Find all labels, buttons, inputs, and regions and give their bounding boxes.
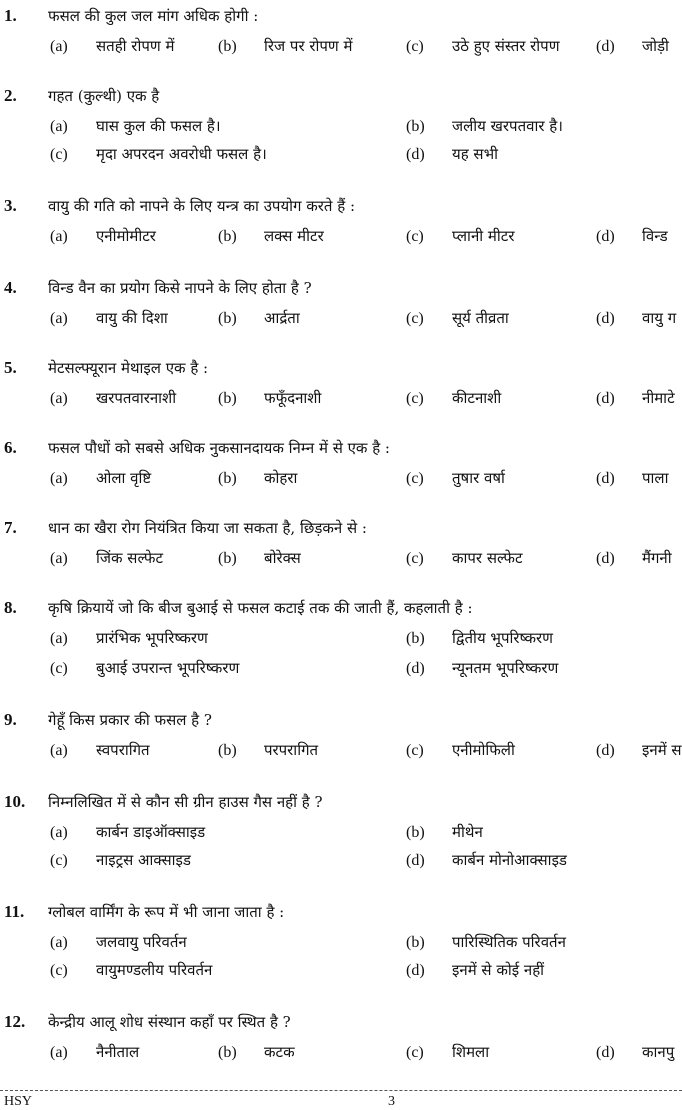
option-text: इनमें से कोई नहीं [452, 961, 545, 979]
option-label: (c) [50, 660, 68, 677]
option-c [406, 740, 515, 760]
question-text: फसल की कुल जल मांग अधिक होगी : [48, 7, 259, 25]
option-label: (a) [50, 742, 68, 759]
footer-divider [0, 1090, 682, 1091]
option-c [406, 388, 501, 408]
option-b [406, 822, 483, 842]
option-b [406, 628, 553, 648]
option-c [406, 226, 514, 246]
option-text: उठे हुए संस्तर रोपण [452, 37, 560, 55]
option-c [406, 308, 509, 328]
option-text: कीटनाशी [452, 389, 502, 407]
option-text: यह सभी [452, 145, 499, 163]
option-label: (c) [50, 962, 68, 979]
option-label: (d) [406, 146, 425, 163]
option-text: खरपतवारनाशी [96, 389, 177, 407]
option-text: मैंगनी [642, 549, 672, 567]
option-d [406, 960, 544, 980]
option-label: (c) [406, 470, 424, 487]
option-text: कार्बन डाइऑक्साइड [96, 823, 206, 841]
question-text: गहत (कुल्थी) एक है [48, 87, 160, 105]
option-d [406, 658, 558, 678]
question-number: 8. [4, 598, 17, 617]
option-text: कटक [264, 1043, 295, 1061]
option-text: कार्बन मोनोआक्साइड [452, 851, 567, 869]
option-a [50, 116, 221, 136]
option-label: (d) [596, 390, 615, 407]
question-number: 9. [4, 710, 17, 729]
option-text: जोड़ी [642, 37, 669, 55]
option-a [50, 226, 156, 246]
option-label: (c) [406, 390, 424, 407]
option-label: (b) [406, 824, 425, 841]
option-a [50, 388, 176, 408]
option-d [596, 308, 676, 328]
option-text: शिमला [452, 1043, 490, 1061]
option-text: लक्स मीटर [264, 227, 324, 245]
option-label: (b) [218, 1044, 237, 1061]
option-text: नाइट्रस आक्साइड [96, 851, 191, 869]
option-label: (a) [50, 470, 68, 487]
option-label: (c) [50, 852, 68, 869]
option-text: न्यूनतम भूपरिष्करण [452, 659, 559, 677]
page-number: 3 [388, 1094, 395, 1109]
option-label: (c) [406, 38, 424, 55]
option-c [50, 850, 191, 870]
option-a [50, 822, 205, 842]
option-label: (a) [50, 550, 68, 567]
option-text: जलीय खरपतवार है। [452, 117, 563, 135]
question-number: 12. [4, 1012, 26, 1031]
question-text: गेहूँ किस प्रकार की फसल है ? [48, 711, 212, 729]
option-d [596, 548, 672, 568]
question-text: कृषि क्रियायें जो कि बीज बुआई से फसल कटाई तक की जाती हैं, कहलाती है : [48, 599, 473, 617]
option-label: (d) [596, 1044, 615, 1061]
option-label: (d) [596, 228, 615, 245]
option-label: (c) [406, 310, 424, 327]
question-text: वायु की गति को नापने के लिए यन्त्र का उपयोग करते हैं : [48, 197, 356, 215]
option-text: पाला [642, 469, 669, 487]
option-d [596, 740, 682, 760]
question-number: 5. [4, 358, 17, 377]
question-number: 11. [4, 902, 25, 921]
option-label: (c) [406, 550, 424, 567]
option-b [218, 308, 300, 328]
question-text: निम्नलिखित में से कौन सी ग्रीन हाउस गैस नहीं है ? [48, 793, 323, 811]
option-b [218, 226, 324, 246]
option-d [596, 36, 669, 56]
booklet-code: HSY [4, 1094, 33, 1109]
option-text: बुआई उपरान्त भूपरिष्करण [96, 659, 240, 677]
question-number: 2. [4, 86, 17, 105]
option-label: (d) [406, 962, 425, 979]
option-b [218, 1042, 295, 1062]
option-text: नीमाटे [642, 389, 675, 407]
option-c [50, 658, 239, 678]
option-label: (d) [596, 310, 615, 327]
option-text: सतही रोपण में [96, 37, 175, 55]
option-label: (c) [406, 1044, 424, 1061]
option-text: प्रारंभिक भूपरिष्करण [96, 629, 208, 647]
option-d [596, 468, 668, 488]
option-text: फफूँदनाशी [264, 389, 322, 407]
option-label: (a) [50, 824, 68, 841]
option-label: (b) [218, 310, 237, 327]
option-c [406, 36, 560, 56]
option-text: वायुमण्डलीय परिवर्तन [96, 961, 213, 979]
option-a [50, 36, 174, 56]
option-label: (a) [50, 630, 68, 647]
option-label: (a) [50, 38, 68, 55]
option-d [596, 388, 675, 408]
question-number: 1. [4, 6, 17, 25]
option-text: तुषार वर्षा [452, 469, 505, 487]
option-label: (d) [406, 852, 425, 869]
option-label: (a) [50, 1044, 68, 1061]
option-text: रिज पर रोपण में [264, 37, 353, 55]
option-text: घास कुल की फसल है। [96, 117, 221, 135]
option-text: नैनीताल [96, 1043, 140, 1061]
option-label: (d) [596, 742, 615, 759]
option-label: (a) [50, 118, 68, 135]
option-label: (a) [50, 310, 68, 327]
option-text: जलवायु परिवर्तन [96, 933, 187, 951]
option-label: (c) [406, 228, 424, 245]
option-label: (d) [406, 660, 425, 677]
option-text: एनीमोमीटर [96, 227, 156, 245]
option-label: (b) [406, 934, 425, 951]
option-d [596, 226, 668, 246]
option-d [406, 144, 498, 164]
option-c [50, 144, 267, 164]
option-label: (a) [50, 228, 68, 245]
option-c [406, 468, 505, 488]
option-label: (b) [218, 742, 237, 759]
option-text: स्वपरागित [96, 741, 150, 759]
option-text: कानपु [642, 1043, 675, 1061]
option-text: प्लानी मीटर [452, 227, 515, 245]
option-text: कोहरा [264, 469, 298, 487]
option-text: वायु की दिशा [96, 309, 168, 327]
question-number: 3. [4, 196, 17, 215]
option-text: वायु ग [642, 309, 677, 327]
option-text: द्वितीय भूपरिष्करण [452, 629, 553, 647]
option-label: (b) [218, 228, 237, 245]
option-label: (b) [218, 390, 237, 407]
option-a [50, 468, 151, 488]
option-text: जिंक सल्फेट [96, 549, 164, 567]
option-text: आर्द्रता [264, 309, 300, 327]
option-a [50, 932, 187, 952]
option-label: (b) [218, 550, 237, 567]
option-b [218, 468, 297, 488]
option-d [406, 850, 567, 870]
option-label: (b) [218, 470, 237, 487]
option-text: बोरेक्स [264, 549, 301, 567]
option-b [218, 388, 321, 408]
option-label: (b) [406, 118, 425, 135]
option-text: पारिस्थितिक परिवर्तन [452, 933, 566, 951]
option-text: कापर सल्फेट [452, 549, 523, 567]
question-text: मेटसल्फ्यूरान मेथाइल एक है : [48, 359, 209, 377]
option-label: (a) [50, 934, 68, 951]
option-label: (d) [596, 38, 615, 55]
option-c [50, 960, 212, 980]
option-c [406, 1042, 489, 1062]
option-b [406, 932, 566, 952]
option-text: परपरागित [264, 741, 319, 759]
option-label: (a) [50, 390, 68, 407]
option-label: (b) [218, 38, 237, 55]
question-text: ग्लोबल वार्मिंग के रूप में भी जाना जाता है : [48, 903, 285, 921]
option-b [218, 548, 301, 568]
question-number: 7. [4, 518, 17, 537]
option-a [50, 308, 168, 328]
question-text: विन्ड वैन का प्रयोग किसे नापने के लिए होता है ? [48, 279, 312, 297]
question-number: 6. [4, 438, 17, 457]
question-number: 4. [4, 278, 17, 297]
question-text: धान का खैरा रोग नियंत्रित किया जा सकता है, छिड़कने से : [48, 519, 367, 537]
option-text: विन्ड [642, 227, 668, 245]
option-c [406, 548, 523, 568]
option-text: एनीमोफिली [452, 741, 515, 759]
option-d [596, 1042, 674, 1062]
option-text: ओला वृष्टि [96, 469, 152, 487]
option-a [50, 548, 163, 568]
option-text: मृदा अपरदन अवरोधी फसल है। [96, 145, 267, 163]
option-label: (c) [406, 742, 424, 759]
option-label: (b) [406, 630, 425, 647]
option-a [50, 628, 208, 648]
option-text: मीथेन [452, 823, 483, 841]
question-number: 10. [4, 792, 26, 811]
option-label: (c) [50, 146, 68, 163]
option-b [218, 740, 318, 760]
option-b [218, 36, 352, 56]
option-text: सूर्य तीव्रता [452, 309, 509, 327]
option-b [406, 116, 563, 136]
option-label: (d) [596, 470, 615, 487]
option-text: इनमें स [642, 741, 682, 759]
question-text: फसल पौधों को सबसे अधिक नुकसानदायक निम्न में से एक है : [48, 439, 390, 457]
option-a [50, 740, 150, 760]
option-label: (d) [596, 550, 615, 567]
option-a [50, 1042, 139, 1062]
question-text: केन्द्रीय आलू शोध संस्थान कहाँ पर स्थित है ? [48, 1013, 291, 1031]
